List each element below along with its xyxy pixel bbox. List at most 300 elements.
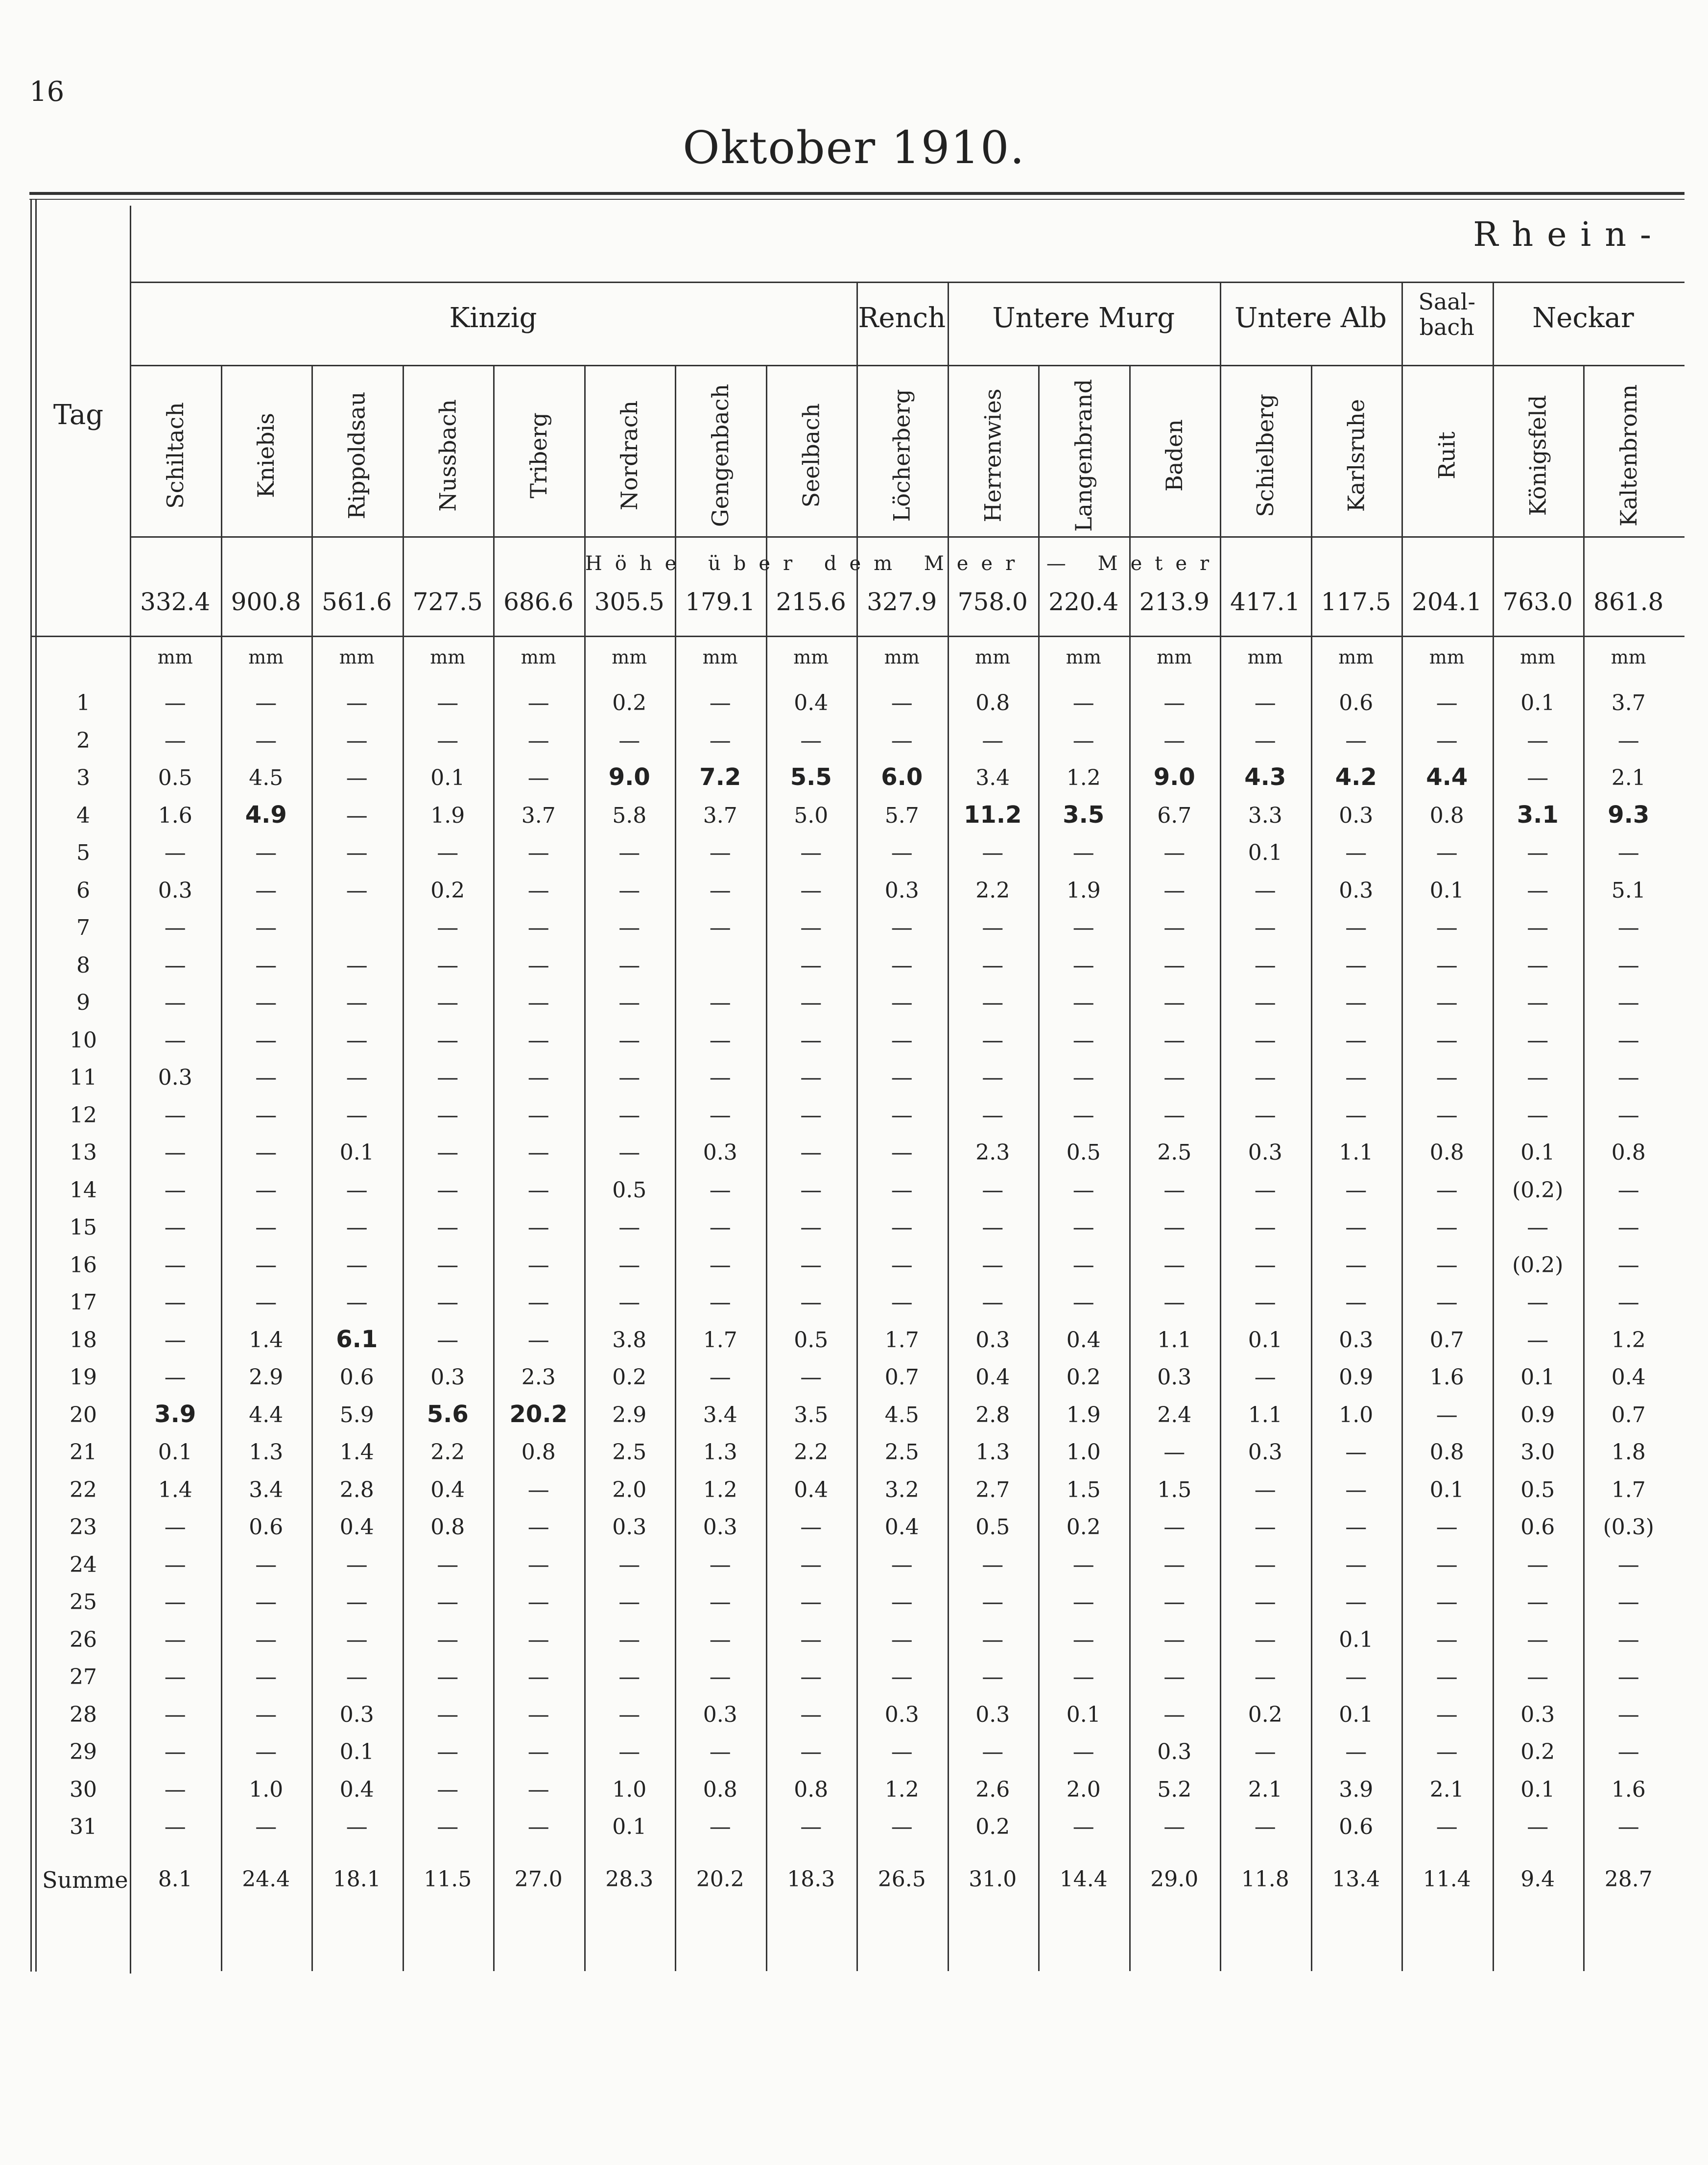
day-number: 5 [76, 840, 90, 865]
station-label: Königsfeld [1524, 395, 1551, 516]
table-cell: 0.5 [1520, 1477, 1555, 1502]
table-cell: — [437, 1215, 459, 1240]
table-cell: 5.1 [1611, 878, 1646, 903]
table-cell: — [618, 1027, 640, 1053]
table-cell: — [164, 990, 186, 1015]
table-cell: — [800, 1552, 822, 1577]
table-cell: — [164, 952, 186, 978]
table-cell: — [1072, 1215, 1094, 1240]
table-cell: 2.0 [1066, 1777, 1101, 1802]
table-cell: — [1072, 728, 1094, 753]
table-cell: — [618, 1065, 640, 1090]
table-cell: — [1617, 1814, 1639, 1839]
table-cell: 6.7 [1157, 803, 1192, 828]
table-cell: — [527, 1702, 549, 1727]
group-label: Untere Murg [992, 302, 1175, 334]
table-cell: — [255, 1590, 277, 1615]
table-cell: 0.7 [1611, 1402, 1646, 1427]
table-cell: — [255, 1702, 277, 1727]
table-cell: — [527, 990, 549, 1015]
table-cell: 2.5 [1157, 1140, 1192, 1165]
elevation-value: 861.8 [1593, 588, 1664, 616]
table-cell: — [1072, 1177, 1094, 1203]
table-cell: — [1436, 1515, 1458, 1540]
table-cell: — [346, 952, 368, 978]
station-name-triberg [493, 372, 584, 539]
table-cell: 0.4 [1066, 1327, 1101, 1353]
table-cell: — [1436, 1102, 1458, 1128]
table-cell: — [1617, 1552, 1639, 1577]
station-name-nussbach [403, 372, 494, 539]
table-cell: — [800, 878, 822, 903]
page-number: 16 [29, 76, 65, 108]
station-label: Ruit [1433, 431, 1460, 479]
sum-cell: 27.0 [514, 1866, 563, 1892]
table-cell: — [346, 1065, 368, 1090]
table-cell: 1.1 [1248, 1402, 1282, 1427]
table-cell: — [1617, 1027, 1639, 1053]
table-cell: — [1254, 1814, 1276, 1839]
table-cell: — [1345, 1552, 1367, 1577]
table-cell: — [1527, 1590, 1549, 1615]
day-number: 12 [70, 1102, 97, 1128]
station-label: Kaltenbronn [1615, 384, 1642, 527]
table-cell: 3.2 [884, 1477, 919, 1502]
table-cell: — [437, 1327, 459, 1353]
table-cell: — [1163, 1215, 1186, 1240]
unit-label: mm [1157, 646, 1192, 668]
table-cell: — [891, 1252, 913, 1278]
table-cell: 3.4 [249, 1477, 284, 1502]
table-cell: 5.9 [339, 1402, 374, 1427]
table-cell: 3.4 [703, 1402, 737, 1427]
table-cell: 0.1 [158, 1440, 192, 1465]
table-cell: — [1617, 1627, 1639, 1652]
elevation-value: 763.0 [1502, 588, 1573, 616]
table-cell: — [982, 1590, 1004, 1615]
table-cell: 0.6 [1339, 690, 1374, 715]
station-label: Schiltach [162, 402, 189, 509]
table-cell: 1.7 [703, 1327, 737, 1353]
table-cell: — [1436, 1590, 1458, 1615]
table-cell: 0.4 [884, 1515, 919, 1540]
table-cell: — [891, 1140, 913, 1165]
station-name-kniebis [221, 372, 312, 539]
sum-cell: 26.5 [878, 1866, 926, 1892]
station-name-löcherberg [856, 372, 948, 539]
table-cell: — [982, 1177, 1004, 1203]
sum-cell: 28.3 [605, 1866, 654, 1892]
table-cell: — [255, 1215, 277, 1240]
table-cell: — [1254, 1590, 1276, 1615]
table-cell: 0.3 [975, 1327, 1010, 1353]
table-cell: — [982, 1065, 1004, 1090]
table-cell: — [346, 803, 368, 828]
table-cell: 6.1 [336, 1325, 378, 1353]
table-cell: — [1527, 728, 1549, 753]
table-cell: 2.8 [339, 1477, 374, 1502]
day-number: 18 [70, 1327, 97, 1353]
table-cell: 1.7 [1611, 1477, 1646, 1502]
table-cell: 0.1 [612, 1814, 647, 1839]
table-cell: 0.8 [794, 1777, 829, 1802]
table-cell: 0.8 [1611, 1140, 1646, 1165]
table-cell: — [1254, 1365, 1276, 1390]
table-cell: — [164, 1739, 186, 1764]
table-cell: — [800, 728, 822, 753]
table-cell: — [1072, 690, 1094, 715]
table-cell: — [527, 765, 549, 790]
table-cell: 3.5 [1063, 801, 1105, 829]
table-cell: — [1163, 878, 1186, 903]
table-cell: — [1527, 1552, 1549, 1577]
table-cell: 0.3 [1339, 803, 1374, 828]
table-cell: — [437, 1252, 459, 1278]
table-cell: — [1254, 1552, 1276, 1577]
table-cell: 0.8 [975, 690, 1010, 715]
table-cell: — [164, 1327, 186, 1353]
table-cell: 1.9 [1066, 878, 1101, 903]
table-cell: — [800, 1590, 822, 1615]
table-cell: — [891, 690, 913, 715]
table-cell: — [1436, 1215, 1458, 1240]
table-cell: — [709, 1215, 731, 1240]
table-cell: — [1072, 1027, 1094, 1053]
table-cell: — [346, 1814, 368, 1839]
table-cell: — [709, 1102, 731, 1128]
table-cell: 3.1 [1517, 801, 1559, 829]
table-cell: — [709, 1627, 731, 1652]
station-name-rippoldsau [311, 372, 403, 539]
table-cell: 11.2 [964, 801, 1022, 829]
table-cell: — [346, 878, 368, 903]
table-cell: — [1254, 690, 1276, 715]
table-cell: — [1072, 1627, 1094, 1652]
table-cell: — [891, 990, 913, 1015]
elevation-value: 117.5 [1321, 588, 1391, 616]
table-cell: — [527, 1552, 549, 1577]
table-cell: — [800, 1702, 822, 1727]
table-cell: — [1072, 990, 1094, 1015]
table-cell: — [527, 1027, 549, 1053]
table-cell: — [437, 690, 459, 715]
table-cell: — [527, 1140, 549, 1165]
unit-label: mm [339, 646, 375, 668]
station-label: Langenbrand [1070, 379, 1097, 532]
table-cell: — [618, 1590, 640, 1615]
table-cell: — [527, 1102, 549, 1128]
day-number: 28 [70, 1702, 97, 1727]
table-cell: — [800, 1515, 822, 1540]
table-cell: 3.9 [154, 1400, 196, 1428]
table-cell: — [527, 1065, 549, 1090]
table-cell: — [1345, 1215, 1367, 1240]
table-cell: — [1617, 1665, 1639, 1689]
sum-cell: 11.8 [1241, 1866, 1289, 1892]
table-cell: — [1345, 1290, 1367, 1315]
table-cell: 0.3 [612, 1515, 647, 1540]
sum-cell: 20.2 [696, 1866, 744, 1892]
table-cell: — [1345, 1102, 1367, 1128]
station-label: Löcherberg [888, 389, 915, 522]
table-cell: 0.5 [794, 1327, 829, 1353]
table-cell: — [164, 915, 186, 940]
table-cell: 3.9 [1339, 1777, 1374, 1802]
table-cell: — [255, 840, 277, 865]
table-cell: 1.3 [249, 1440, 284, 1465]
day-number: 23 [70, 1515, 97, 1540]
table-cell: — [709, 1365, 731, 1390]
station-name-ruit [1401, 372, 1493, 539]
table-cell: 1.4 [158, 1477, 192, 1502]
table-cell: 2.3 [975, 1140, 1010, 1165]
table-cell: 0.5 [975, 1515, 1010, 1540]
table-cell: — [1617, 990, 1639, 1015]
table-cell: — [1254, 1177, 1276, 1203]
table-cell: — [800, 1365, 822, 1390]
table-cell: — [164, 1590, 186, 1615]
table-cell: — [527, 1290, 549, 1315]
table-cell: 0.3 [703, 1140, 737, 1165]
table-cell: — [1163, 990, 1186, 1015]
table-cell: 0.6 [249, 1515, 284, 1540]
elevation-value: 213.9 [1139, 588, 1210, 616]
day-number: 14 [70, 1177, 97, 1203]
table-cell: — [1072, 1102, 1094, 1128]
station-label: Triberg [525, 412, 552, 499]
table-cell: — [1072, 1665, 1094, 1689]
table-cell: — [891, 1065, 913, 1090]
table-cell: — [709, 1290, 731, 1315]
table-cell: 2.5 [884, 1440, 919, 1465]
table-cell: — [1163, 1027, 1186, 1053]
table-cell: — [1527, 1027, 1549, 1053]
station-name-baden [1129, 372, 1220, 539]
table-cell: — [1527, 990, 1549, 1015]
table-cell: — [255, 690, 277, 715]
unit-label: mm [1066, 646, 1101, 668]
tag-column-header: Tag [53, 399, 104, 431]
unit-label: mm [1247, 646, 1283, 668]
table-cell: — [1527, 1627, 1549, 1652]
station-label: Herrenwies [979, 388, 1006, 523]
table-cell: — [437, 840, 459, 865]
table-cell: — [255, 1290, 277, 1315]
table-cell: — [800, 952, 822, 978]
sum-row-label: Summe [42, 1866, 128, 1893]
table-cell: — [1345, 1065, 1367, 1090]
table-cell: 6.0 [881, 763, 923, 791]
table-cell: 1.0 [612, 1777, 647, 1802]
table-cell: — [1436, 1814, 1458, 1839]
table-cell: — [982, 1215, 1004, 1240]
sum-cell: 8.1 [158, 1866, 192, 1892]
table-cell: 0.1 [1520, 1365, 1555, 1390]
table-cell: — [164, 1252, 186, 1278]
elevation-caption: Höhe über dem Meer — Meter [585, 552, 1222, 575]
table-cell: — [1254, 1739, 1276, 1764]
table-cell: — [437, 1065, 459, 1090]
table-cell: — [1436, 1290, 1458, 1315]
table-cell: — [618, 840, 640, 865]
table-cell: 3.0 [1520, 1440, 1555, 1465]
table-cell: — [346, 690, 368, 715]
table-cell: (0.2) [1512, 1177, 1564, 1203]
group-rule [130, 365, 1684, 366]
table-cell: — [1345, 1739, 1367, 1764]
table-cell: — [709, 990, 731, 1015]
table-cell: — [618, 1252, 640, 1278]
station-name-schiltach [130, 372, 221, 539]
table-cell: — [437, 1590, 459, 1615]
table-cell: — [800, 1665, 822, 1689]
table-cell: — [527, 952, 549, 978]
table-cell: 1.0 [1339, 1402, 1374, 1427]
table-cell: 1.5 [1157, 1477, 1192, 1502]
table-cell: 0.1 [1066, 1702, 1101, 1727]
table-cell: 3.3 [1248, 803, 1282, 828]
table-cell: — [709, 1590, 731, 1615]
table-cell: — [346, 1027, 368, 1053]
table-cell: — [1254, 1627, 1276, 1652]
table-cell: — [1163, 1440, 1186, 1465]
table-cell: — [1072, 1739, 1094, 1764]
elevation-value: 332.4 [140, 588, 211, 616]
table-cell: 0.3 [158, 1065, 192, 1090]
unit-label: mm [612, 646, 647, 668]
table-cell: — [891, 915, 913, 940]
table-cell: — [1617, 1252, 1639, 1278]
station-label: Schielberg [1252, 394, 1279, 517]
table-cell: — [346, 990, 368, 1015]
table-cell: 2.1 [1429, 1777, 1464, 1802]
table-cell: 2.1 [1248, 1777, 1282, 1802]
table-cell: — [1345, 1177, 1367, 1203]
sum-cell: 9.4 [1520, 1866, 1555, 1892]
table-cell: 2.9 [249, 1365, 284, 1390]
table-cell: — [527, 1252, 549, 1278]
table-cell: 0.2 [430, 878, 465, 903]
table-cell: 9.0 [608, 763, 650, 791]
table-cell: — [618, 1739, 640, 1764]
table-cell: — [527, 1477, 549, 1502]
elevation-value: 417.1 [1230, 588, 1301, 616]
table-cell: — [1527, 1814, 1549, 1839]
elevation-value: 900.8 [231, 588, 301, 616]
table-cell: — [1436, 1627, 1458, 1652]
unit-label: mm [1429, 646, 1465, 668]
table-cell: 0.3 [884, 1702, 919, 1727]
table-cell: — [164, 1290, 186, 1315]
table-cell: — [346, 1665, 368, 1689]
table-cell: — [1345, 840, 1367, 865]
day-number: 8 [76, 952, 90, 978]
table-cell: 0.3 [339, 1702, 374, 1727]
table-cell: — [1436, 990, 1458, 1015]
table-cell: 0.3 [1157, 1365, 1192, 1390]
table-cell: — [1527, 1327, 1549, 1353]
station-label: Gengenbach [707, 383, 734, 527]
table-cell: — [1345, 1440, 1367, 1465]
table-cell: — [800, 1027, 822, 1053]
table-cell: — [527, 1627, 549, 1652]
table-cell: — [1436, 1702, 1458, 1727]
table-cell: — [346, 765, 368, 790]
table-cell: 4.5 [249, 765, 284, 790]
table-cell: — [800, 840, 822, 865]
table-cell: — [164, 1777, 186, 1802]
table-cell: — [891, 1627, 913, 1652]
day-number: 7 [76, 915, 90, 940]
table-cell: 0.4 [794, 690, 829, 715]
table-cell: — [1527, 952, 1549, 978]
table-cell: — [346, 1215, 368, 1240]
table-cell: — [164, 1177, 186, 1203]
day-number: 6 [76, 878, 90, 903]
table-cell: 0.1 [1248, 1327, 1282, 1353]
table-cell: — [891, 1552, 913, 1577]
table-cell: — [1254, 1102, 1276, 1128]
table-cell: — [800, 1627, 822, 1652]
table-cell: 1.0 [1066, 1440, 1101, 1465]
table-cell: — [1345, 1027, 1367, 1053]
table-cell: — [1527, 878, 1549, 903]
table-cell: — [164, 1627, 186, 1652]
table-cell: — [1436, 728, 1458, 753]
table-cell: — [437, 1102, 459, 1128]
day-number: 17 [70, 1290, 97, 1315]
table-cell: — [1436, 1177, 1458, 1203]
table-cell: — [527, 1814, 549, 1839]
table-cell: — [255, 1177, 277, 1203]
table-cell: — [437, 1739, 459, 1764]
table-cell: — [1072, 1290, 1094, 1315]
table-cell: 4.2 [1335, 763, 1377, 791]
table-cell: — [709, 878, 731, 903]
table-cell: — [709, 690, 731, 715]
table-cell: — [164, 1515, 186, 1540]
table-cell: 0.4 [430, 1477, 465, 1502]
table-cell: — [527, 1215, 549, 1240]
table-cell: — [709, 1065, 731, 1090]
table-cell: — [255, 990, 277, 1015]
station-label: Kniebis [253, 413, 280, 498]
table-cell: 2.8 [975, 1402, 1010, 1427]
table-cell: 3.4 [975, 765, 1010, 790]
table-cell: — [891, 1590, 913, 1615]
table-cell: — [1163, 1515, 1186, 1540]
table-cell: — [346, 1552, 368, 1577]
station-name-karlsruhe [1311, 372, 1402, 539]
table-cell: — [527, 690, 549, 715]
elevation-value: 220.4 [1048, 588, 1119, 616]
table-cell: 4.4 [1426, 763, 1468, 791]
table-cell: 0.3 [158, 878, 192, 903]
table-cell: 1.5 [1066, 1477, 1101, 1502]
table-cell: — [164, 1102, 186, 1128]
table-cell: — [618, 1552, 640, 1577]
table-cell: — [164, 1140, 186, 1165]
table-cell: 0.4 [339, 1515, 374, 1540]
table-cell: — [437, 1777, 459, 1802]
table-cell: 4.9 [245, 801, 287, 829]
table-cell: — [1345, 1590, 1367, 1615]
table-cell: 0.3 [1520, 1702, 1555, 1727]
station-name-seelbach [766, 372, 857, 539]
table-cell: 0.8 [521, 1440, 556, 1465]
sum-cell: 31.0 [969, 1866, 1017, 1892]
table-cell: 0.4 [339, 1777, 374, 1802]
